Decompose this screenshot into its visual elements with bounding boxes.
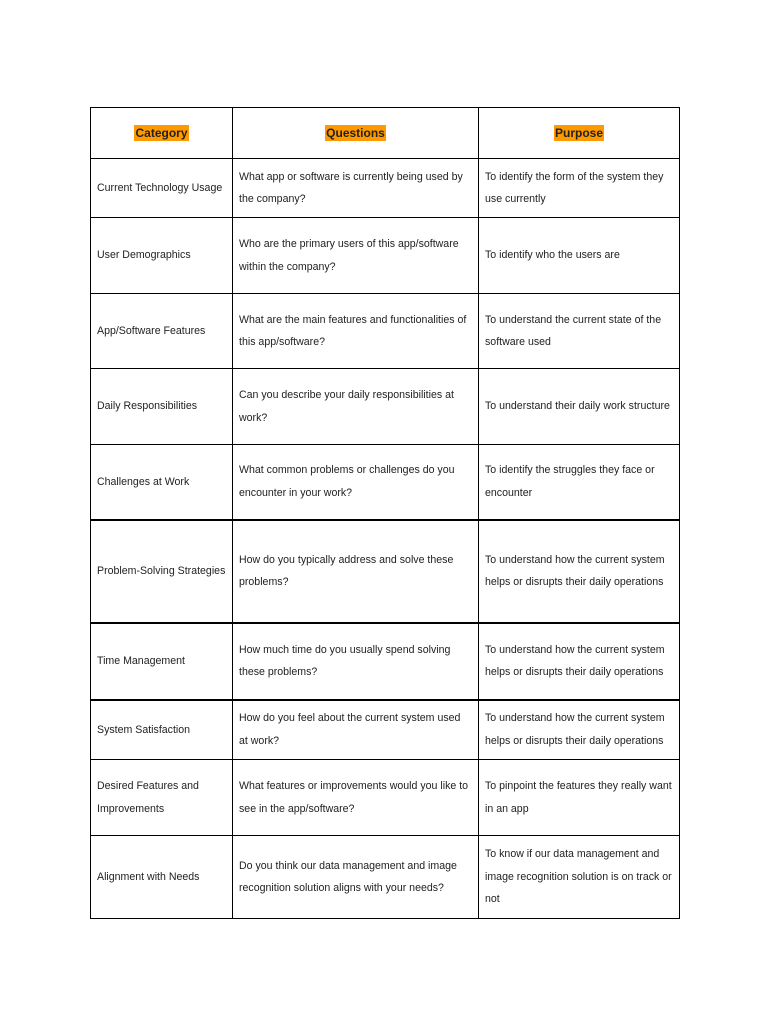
table-row <box>91 760 680 836</box>
category-cell: User Demographics <box>91 218 233 294</box>
category-cell: Problem-Solving Strategies <box>91 520 233 623</box>
category-cell: Current Technology Usage <box>91 159 233 218</box>
question-cell: What are the main features and functionalities of this app/software? <box>233 294 479 369</box>
question-cell: Who are the primary users of this app/software within the company? <box>233 218 479 294</box>
purpose-cell: To identify the form of the system they use currently <box>479 159 680 218</box>
question-cell: How do you feel about the current system used at work? <box>233 700 479 760</box>
table-row <box>91 218 680 294</box>
table-row <box>91 623 680 700</box>
table-row <box>91 159 680 218</box>
purpose-cell: To understand how the current system helps or disrupts their daily operations <box>479 700 680 760</box>
category-cell: Time Management <box>91 623 233 700</box>
category-cell: App/Software Features <box>91 294 233 369</box>
purpose-cell: To identify who the users are <box>479 218 680 294</box>
interview-questions-table <box>90 107 680 919</box>
question-cell: What app or software is currently being used by the company? <box>233 159 479 218</box>
purpose-cell: To pinpoint the features they really want in an app <box>479 760 680 836</box>
category-cell: System Satisfaction <box>91 700 233 760</box>
table-row <box>91 836 680 919</box>
purpose-cell: To understand their daily work structure <box>479 369 680 445</box>
purpose-cell: To understand how the current system helps or disrupts their daily operations <box>479 623 680 700</box>
table-row <box>91 520 680 623</box>
header-category-label: Category <box>135 125 188 140</box>
question-cell: Do you think our data management and image recognition solution aligns with your needs? <box>233 836 479 919</box>
category-cell: Challenges at Work <box>91 445 233 520</box>
question-cell: Can you describe your daily responsibilities at work? <box>233 369 479 445</box>
table-header-row <box>91 108 680 159</box>
header-purpose-label: Purpose <box>554 125 603 140</box>
question-cell: What common problems or challenges do you encounter in your work? <box>233 445 479 520</box>
table-row <box>91 294 680 369</box>
table-row <box>91 445 680 520</box>
purpose-cell: To know if our data management and image recognition solution is on track or not <box>479 836 680 919</box>
header-questions-cell <box>233 108 479 159</box>
question-cell: What features or improvements would you like to see in the app/software? <box>233 760 479 836</box>
purpose-cell: To understand how the current system helps or disrupts their daily operations <box>479 520 680 623</box>
purpose-cell: To identify the struggles they face or encounter <box>479 445 680 520</box>
header-questions-label: Questions <box>326 125 385 140</box>
category-cell: Alignment with Needs <box>91 836 233 919</box>
category-cell: Daily Responsibilities <box>91 369 233 445</box>
category-cell: Desired Features and Improvements <box>91 760 233 836</box>
table-row <box>91 369 680 445</box>
question-cell: How much time do you usually spend solving these problems? <box>233 623 479 700</box>
purpose-cell: To understand the current state of the software used <box>479 294 680 369</box>
header-category-cell <box>91 108 233 159</box>
header-purpose-cell <box>479 108 680 159</box>
table-row <box>91 700 680 760</box>
question-cell: How do you typically address and solve these problems? <box>233 520 479 623</box>
